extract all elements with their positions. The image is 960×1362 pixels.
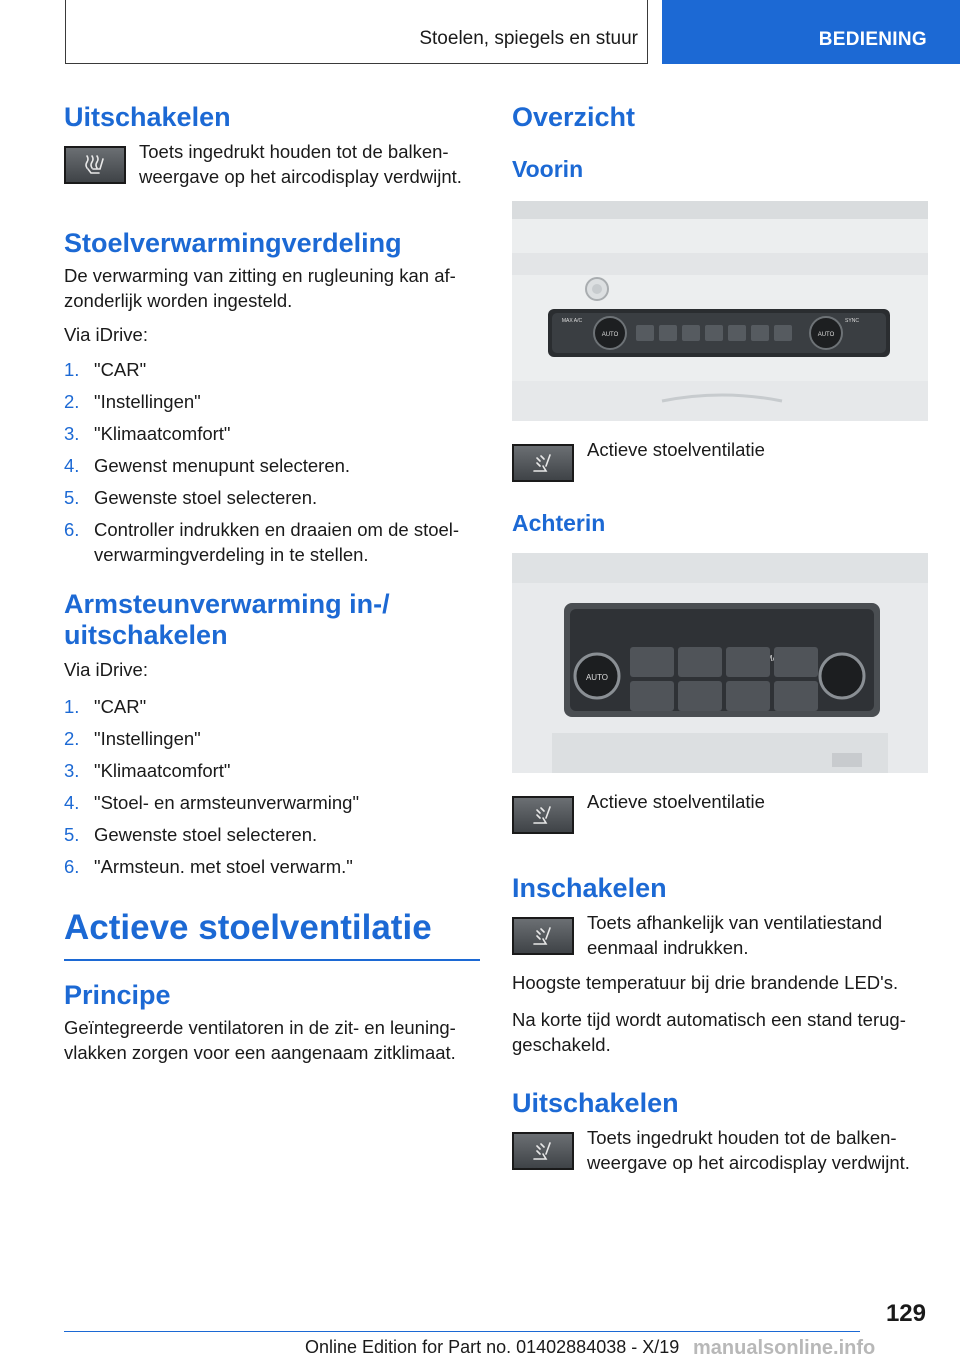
heat-button-row [64,139,480,189]
inschakelen-heading: Inschakelen [512,873,667,903]
seat-ventilation-button-icon [512,1132,574,1170]
armsteun-heading: Armsteunverwarming in-/ uitschakelen [64,589,390,650]
seat-heating-button-icon [64,146,126,184]
uitschakelen-text-2: Toets ingedrukt houden tot de balkenweergave op het aircodisplay verdwijnt. [587,1127,910,1173]
front-vent-row [512,437,928,482]
header-tab-label: BEDIENING [818,29,927,50]
via-idrive-1: Via iDrive: [64,324,148,345]
front-climate-panel-photo [512,201,928,421]
rear-vent-label: Actieve stoelventilatie [587,791,765,812]
uitschakelen-row-2 [512,1125,928,1175]
voorin-heading: Voorin [512,156,584,182]
seat-ventilation-button-icon [512,444,574,482]
principe-text: Geïntegreerde ventilatoren in de zit- en leuningvlakken zorgen voor een aangenaam zitklimaat. [64,1017,456,1063]
header-tab[interactable] [662,0,960,64]
page-number: 129 [885,1300,926,1327]
footer-divider [64,1331,860,1332]
svg-text:SYNC: SYNC [845,318,859,324]
svg-text:AUTO: AUTO [585,673,609,682]
list-item: 2. "Instellingen" [64,728,201,749]
inschakelen-text: Toets afhankelijk van ventilatiestand eenmaal indrukken. [587,912,883,958]
svg-text:AUTO: AUTO [601,332,619,338]
principe-heading: Principe [64,980,171,1010]
list-item: 6. "Armsteun. met stoel verwarm." [64,856,353,877]
list-item: 5. Gewenste stoel selecteren. [64,824,318,845]
svg-text:MAX A/C: MAX A/C [561,318,583,324]
seat-ventilation-button-icon [512,917,574,955]
rear-vent-row [512,789,928,834]
list-item: 1. "CAR" [64,359,147,380]
list-item: 4. "Stoel- en armsteunverwarming" [64,792,360,813]
uitschakelen-heading-2: Uitschakelen [512,1088,679,1118]
steps-list-1 [64,357,480,567]
list-item: 2. "Instellingen" [64,391,201,412]
svg-text:AUTO: AUTO [817,332,835,338]
actieve-stoelventilatie-heading: Actieve stoelventilatie [64,905,480,961]
uitschakelen-heading: Uitschakelen [64,102,231,132]
inschakelen-row [512,910,928,960]
uitschakelen-text: Toets ingedrukt houden tot de balkenweergave op het aircodisplay verdwijnt. [139,141,462,187]
header-section-title: Stoelen, spiegels en stuur [419,28,638,49]
left-column [64,101,480,1065]
overzicht-heading: Overzicht [512,102,636,132]
via-idrive-2: Via iDrive: [64,659,148,680]
stoelverwarmingverdeling-heading: Stoelverwarmingverdeling [64,228,402,258]
right-column [512,101,928,1175]
verdeling-text: De verwarming van zitting en rugleuning kan afzonderlijk worden ingesteld. [64,265,456,311]
achterin-heading: Achterin [512,510,606,536]
rear-climate-panel-photo [512,553,928,773]
footer-edition: Online Edition for Part no. 01402884038 - X/19 [305,1337,680,1357]
inschakelen-p1: Hoogste temperatuur bij drie brandende LED's. [512,972,899,993]
list-item: 1. "CAR" [64,696,147,717]
list-item: 5. Gewenste stoel selecteren. [64,487,318,508]
watermark: manualsonline.info [693,1337,876,1359]
list-item: 4. Gewenst menupunt selecteren. [64,455,351,476]
list-item: 3. "Klimaatcomfort" [64,760,231,781]
steps-list-2 [64,694,480,879]
seat-ventilation-button-icon [512,796,574,834]
inschakelen-p2: Na korte tijd wordt automatisch een stand teruggeschakeld. [512,1009,906,1055]
list-item: 6. Controller indrukken en draaien om de stoelverwarmingverdeling in te stellen. [64,519,460,565]
front-vent-label: Actieve stoelventilatie [587,439,765,460]
list-item: 3. "Klimaatcomfort" [64,423,231,444]
